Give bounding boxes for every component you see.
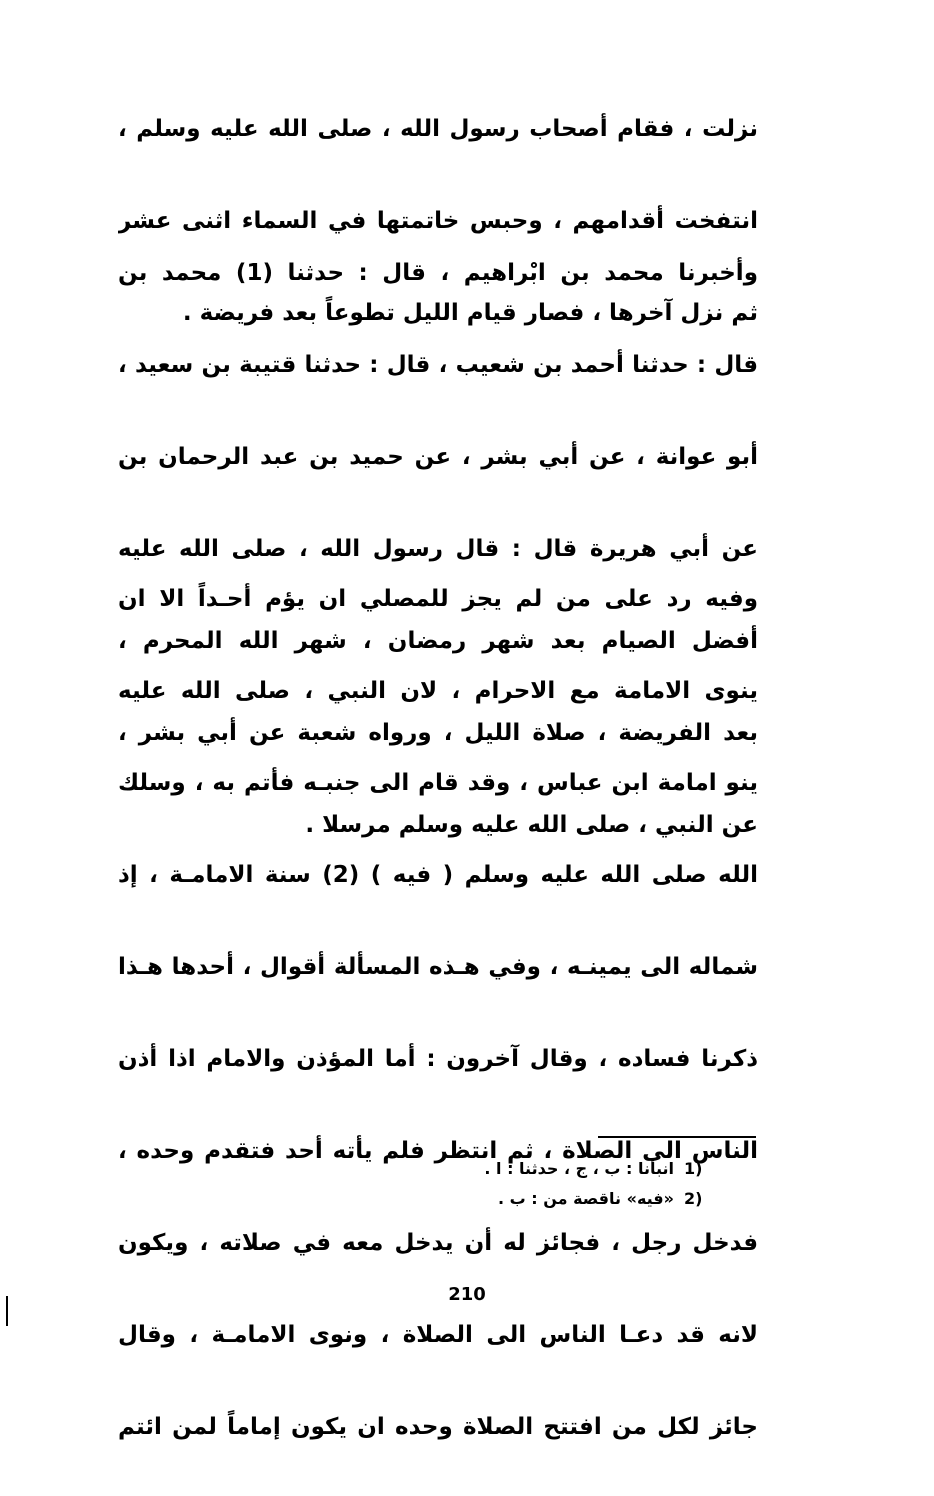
text-line: وأخبرنا محمد بن ابْراهيم ، قال : حدثنا (1) محمد بن: [118, 260, 758, 286]
text-line: قال : حدثنا أحمد بن شعيب ، قال : حدثنا قتيبة بن سعيد ،: [118, 352, 758, 378]
text-line: لانه قد دعـا الناس الى الصلاة ، ونوى الامامـة ، وقال: [118, 1322, 758, 1348]
text-line: الناس الى الصلاة ، ثم انتظر فلم يأته أحد فتقدم وحده ،: [118, 1138, 758, 1164]
text-line: جائز لكل من افتتح الصلاة وحده ان يكون إماماً لمن ائتم: [118, 1414, 758, 1440]
text-line: نزلت ، فقام أصحاب رسول الله ، صلى الله عليه وسلم ،: [118, 116, 758, 142]
footnote-2: [400, 1184, 710, 1214]
text-line: بعد الفريضة ، صلاة الليل ، ورواه شعبة عن أبي بشر ،: [118, 720, 758, 746]
text-line: الله صلى الله عليه وسلم ( فيه ) (2) سنة الامامـة ، إذ: [118, 862, 758, 888]
scan-margin-mark: [6, 1296, 8, 1326]
text-line: عن النبي ، صلى الله عليه وسلم مرسلا .: [305, 812, 758, 838]
footnote-text: «فيه» ناقصة من : ب .: [497, 1189, 674, 1208]
text-line: وفيه رد على من لم يجز للمصلي ان يؤم أحـداً الا ان: [118, 586, 758, 612]
footnote-number: 2): [684, 1189, 703, 1208]
text-line: فدخل رجل ، فجائز له أن يدخل معه في صلاته ، ويكون: [118, 1230, 758, 1256]
text-line: ذكرنا فساده ، وقال آخرون : أما المؤذن والامام اذا أذن: [118, 1046, 758, 1072]
text-line: عن أبي هريرة قال : قال رسول الله ، صلى الله عليه: [118, 536, 758, 562]
paragraph-3: [118, 530, 758, 1496]
text-line: ينو امامة ابن عباس ، وقد قام الى جنبـه فأتم به ، وسلك: [118, 770, 758, 796]
footnote-text: انبأنا : ب ، ج ، حدثنا : ا .: [484, 1159, 674, 1178]
footnotes: [400, 1154, 710, 1214]
text-line: انتفخت أقدامهم ، وحبس خاتمتها في السماء اثنى عشر: [118, 208, 758, 234]
footnote-1: [400, 1154, 710, 1184]
page-number: 210: [448, 1284, 486, 1305]
text-line: أبو عوانة ، عن أبي بشر ، عن حميد بن عبد الرحمان بن: [118, 444, 758, 470]
footnote-number: 1): [684, 1159, 703, 1178]
text-line: ينوى الامامة مع الاحرام ، لان النبي ، صلى الله عليه: [118, 678, 758, 704]
text-line: شماله الى يمينـه ، وفي هـذه المسألة أقوال ، أحدها هـذا: [118, 954, 758, 980]
footnote-divider: [598, 1136, 756, 1138]
text-line: ثم نزل آخرها ، فصار قيام الليل تطوعاً بعد فريضة .: [182, 300, 758, 326]
text-line: أفضل الصيام بعد شهر رمضان ، شهر الله المحرم ،: [118, 628, 758, 654]
